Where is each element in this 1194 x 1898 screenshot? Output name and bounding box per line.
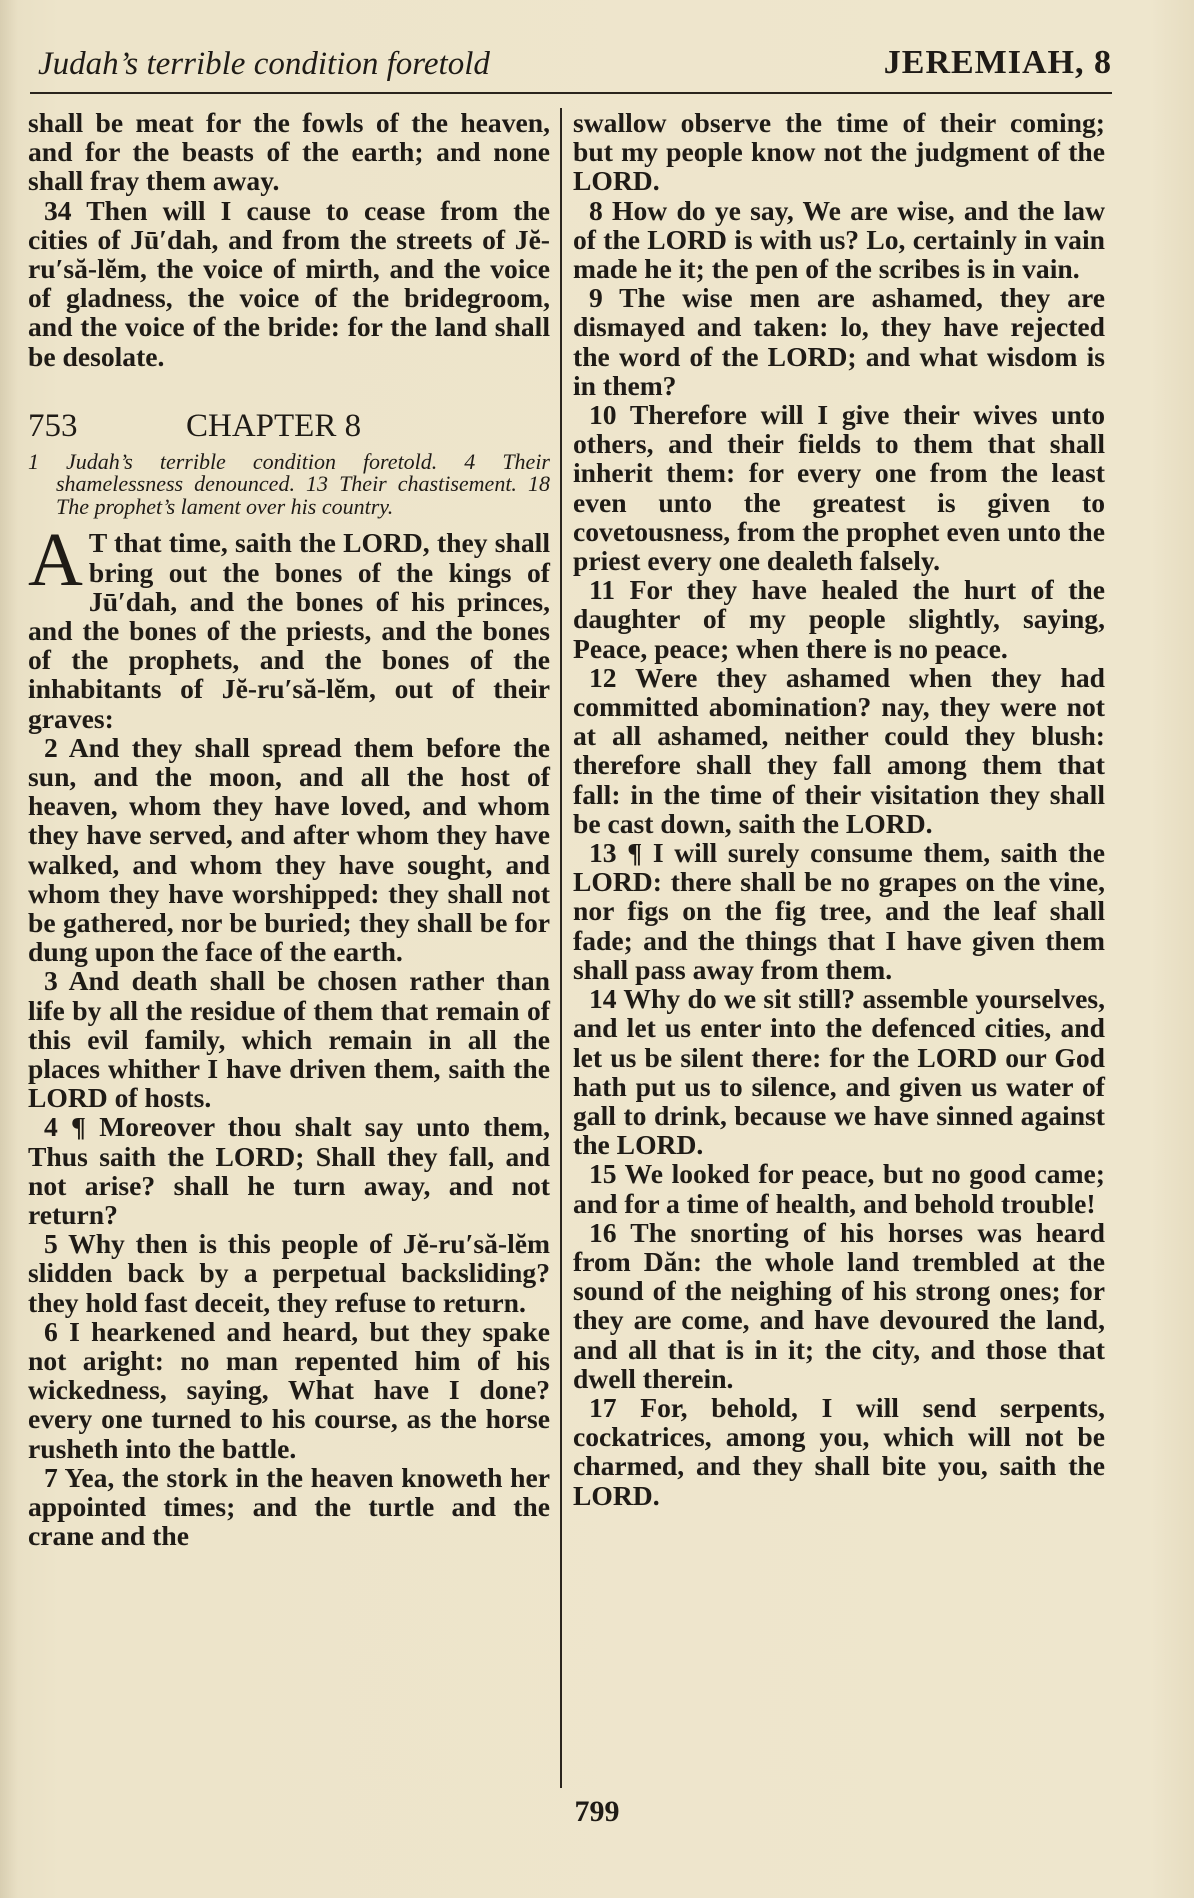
verse-continuation: shall be meat for the fowls of the heaven, and for the beasts of the earth; and none shall fray them away. — [28, 107, 550, 197]
verse-7: 7 Yea, the stork in the heaven knoweth her appointed times; and the turtle and the crane and the — [28, 1461, 550, 1552]
verse-6: 6 I hearkened and heard, but they spake not aright: no man repented him of his wickedness, saying, What have I done? every one turned to his course, as the horse rusheth into the battle. — [28, 1315, 550, 1464]
chapter-heading — [28, 409, 550, 445]
column-divider — [560, 108, 562, 1788]
header-book-chapter: JEREMIAH, 8 — [883, 44, 1112, 81]
verse-5: 5 Why then is this people of Jĕ-ru′să-lĕm slidden back by a perpetual backsliding? they hold fast deceit, they refuse to return. — [28, 1228, 550, 1318]
verse-16: 16 The snorting of his horses was heard from Dăn: the whole land trembled at the sound of the neighing of his strong ones; for they are come, and have devoured the land, and all that is in it; the city, and those that dwell therein. — [573, 1216, 1105, 1394]
verse-4: 4 ¶ Moreover thou shalt say unto them, Thus saith the LORD; Shall they fall, and not arise? shall he turn away, and not return? — [28, 1111, 550, 1230]
chapter-title: CHAPTER 8 — [186, 407, 362, 444]
drop-cap: A — [28, 518, 83, 603]
verse-10: 10 Therefore will I give their wives unto others, and their fields to them that shall inherit them: for every one from the least even unto the greatest is given to covetousness, from the prophet even unto the priest every one dealeth falsely. — [573, 399, 1105, 577]
running-header — [30, 42, 1112, 94]
verse-17: 17 For, behold, I will send serpents, cockatrices, among you, which will not be charmed, and they shall bite you, saith the LORD. — [573, 1391, 1105, 1511]
verse-15: 15 We looked for peace, but no good came; and for a time of health, and behold trouble! — [573, 1158, 1105, 1219]
verse-9: 9 The wise men are ashamed, they are dismayed and taken: lo, they have rejected the word of the LORD; and what wisdom is in them? — [573, 282, 1105, 401]
chapter-page-number: 753 — [28, 407, 78, 444]
chapter-summary: 1 Judah’s terrible condition foretold. 4 Their shamelessness denounced. 13 Their chastisement. 18 The prophet’s lament over his country. — [28, 448, 550, 519]
verse-12: 12 Were they ashamed when they had committed abomination? nay, they were not at all ashamed, neither could they blush: therefore shall they fall among them that fall: in the time of their visitation they shall be cast down, saith the LORD. — [573, 661, 1105, 839]
right-column — [573, 108, 1105, 1510]
verse-1 — [28, 518, 550, 734]
verse-34: 34 Then will I cause to cease from the cities of Jū′dah, and from the streets of Jĕ-ru′să-lĕm, the voice of mirth, and the voice of gladness, the voice of the bridegroom, and the voice of the bride: for the land shall be desolate. — [28, 194, 550, 372]
verse-13: 13 ¶ I will surely consume them, saith the LORD: there shall be no grapes on the vine, nor figs on the fig tree, and the leaf shall fade; and the things that I have given them shall pass away from them. — [573, 837, 1105, 985]
verse-2: 2 And they shall spread them before the sun, and the moon, and all the host of heaven, whom they have loved, and whom they have served, and after whom they have walked, and whom they have sought, and whom they have worshipped: they shall not be gathered, nor be buried; they shall be for dung upon the face of the earth. — [28, 731, 550, 968]
header-topic: Judah’s terrible condition foretold — [38, 46, 490, 82]
verse-11: 11 For they have healed the hurt of the daughter of my people slightly, saying, Peace, peace; when there is no peace. — [573, 574, 1105, 664]
verse-1-text: T that time, saith the LORD, they shall bring out the bones of the kings of Jū′dah, and the bones of his princes, and the bones of the priests, and the bones of the prophets, and the bones of the inhabitants of Jĕ-ru′să-lĕm, out of their graves: — [28, 527, 550, 734]
verse-14: 14 Why do we sit still? assemble yourselves, and let us enter into the defenced cities, and let us be silent there: for the LORD our God hath put us to silence, and given us water of gall to drink, because we have sinned against the LORD. — [573, 983, 1105, 1161]
verse-8: 8 How do ye say, We are wise, and the law of the LORD is with us? Lo, certainly in vain made he it; the pen of the scribes is in vain. — [573, 194, 1105, 285]
page-number: 799 — [574, 1795, 620, 1828]
verse-continuation-right: swallow observe the time of their coming; but my people know not the judgment of the LORD. — [573, 107, 1105, 197]
left-column — [28, 108, 550, 1550]
verse-3: 3 And death shall be chosen rather than life by all the residue of them that remain of this evil family, which remain in all the places whither I have driven them, saith the LORD of hosts. — [28, 965, 550, 1114]
